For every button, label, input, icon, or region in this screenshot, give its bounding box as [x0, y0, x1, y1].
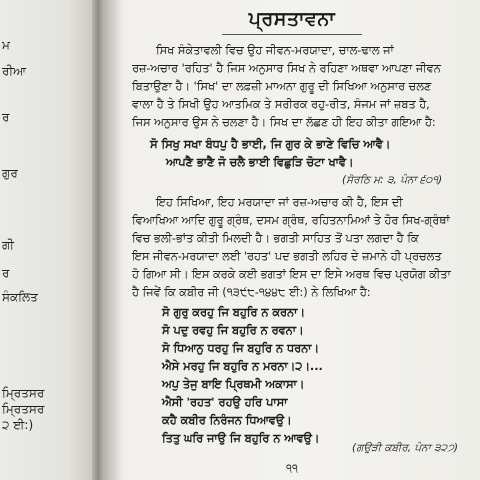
paragraph-line: ਵਿਆਖਿਆ ਆਦਿ ਗੁਰੂ ਗ੍ਰੰਥ, ਦਸਮ ਗ੍ਰੰਥ, ਰਹਿਤਨਾਮਿਆਂ ਤੇ ਹੋਰ ਸਿਖ-ਗ੍ਰੰਥਾਂ — [132, 214, 450, 227]
verse-line: ਤਿਤੁ ਘਰਿ ਜਾਉ ਜਿ ਬਹੁਰਿ ਨ ਆਵਉ। — [162, 432, 320, 445]
verse-line: ਸੋ ਧਿਆਨੁ ਧਰਹੁ ਜਿ ਬਹੁਰਿ ਨ ਧਰਨਾ। — [162, 342, 320, 355]
paragraph-line: ਰਜ਼-ਅਚਾਰ 'ਰਹਿਤ' ਹੈ ਜਿਸ ਅਨੁਸਾਰ ਸਿਖ ਨੇ ਰਹਿਣਾ ਅਥਵਾ ਆਪਣਾ ਜੀਵਨ — [132, 62, 441, 75]
left-page-line: ਮ — [2, 38, 10, 52]
page-number: ੧੧ — [286, 462, 298, 475]
left-page-line: ਰੀਆ — [2, 64, 27, 78]
paragraph-line: ਜਿਸ ਅਨੁਸਾਰ ਉਸ ਨੇ ਚਲਣਾ ਹੈ। ਸਿਖ ਦਾ ਲੱਛਣ ਹੀ ਇਹ ਕੀਤਾ ਗਇਆ ਹੈ: — [132, 116, 436, 129]
verse-line: ਸੋ ਸਿਖੁ ਸਖਾ ਬੰਧਪੁ ਹੈ ਭਾਈ, ਜਿ ਗੁਰ ਕੇ ਭਾਣੇ ਵਿਚਿ ਆਵੈ। — [150, 138, 391, 151]
verse-line: ਸੋ ਗੁਰੁ ਕਰਹੁ ਜਿ ਬਹੁਰਿ ਨ ਕਰਨਾ। — [162, 306, 305, 319]
paragraph-line: ਵਿਚ ਭਲੀ-ਭਾਂਤ ਕੀਤੀ ਮਿਲਦੀ ਹੈ। ਭਗਤੀ ਸਾਹਿਤ ਤੋਂ ਪਤਾ ਲਗਦਾ ਹੈ ਕਿ — [132, 232, 419, 245]
paragraph-line: ਹੋ ਗਿਆ ਸੀ। ਇਸ ਕਰਕੇ ਕਈ ਭਗਤਾਂ ਇਸ ਦਾ ਇਸੇ ਅਰਥ ਵਿਚ ਪ੍ਰਯੋਗ ਕੀਤਾ — [132, 268, 451, 281]
left-page-line: ਰ — [2, 110, 10, 124]
left-page-line: ਮ੍ਰਿਤਸਰ — [2, 402, 45, 416]
left-page-line: ਸੰਕਲਿਤ — [2, 290, 38, 304]
paragraph-line: ਹੈ ਜਿਵੇਂ ਕਿ ਕਬੀਰ ਜੀ (੧੩੯੮-੧੪੪੮ ਈ:) ਨੇ ਲਿਖਿਆ ਹੈ: — [132, 286, 371, 299]
paragraph-line: ਇਹ ਸਿਖਿਆ, ਇਹ ਮਰਯਾਦਾ ਜਾਂ ਰਜ਼-ਅਚਾਰ ਕੀ ਹੈ, ਇਸ ਦੀ — [156, 196, 403, 209]
verse-line: ਅਪੁ ਤੇਜੁ ਬਾਇ ਪ੍ਰਿਥਮੀ ਅਕਾਸਾ। — [162, 378, 305, 391]
title-underline — [222, 34, 362, 35]
citation: (ਸੋਰਠਿ ਮ: ੩, ਪੰਨਾ ੬੦੧) — [342, 174, 443, 186]
left-page-line: ਗੀ — [2, 238, 14, 252]
paragraph-line: ਵਾਲਾ ਹੈ ਤੇ ਸਿਖੀ ਉਹ ਆਤਮਿਕ ਤੇ ਸਰੀਰਕ ਰਹੁ-ਰੀਤ, ਸੰਜਮ ਜਾਂ ਜ਼ਬਤ ਹੈ, — [132, 98, 430, 111]
right-page — [104, 0, 480, 480]
left-page — [0, 0, 96, 480]
verse-line: ਕਹੈ ਕਬੀਰ ਨਿਰੰਜਨ ਧਿਆਵਉ। — [162, 414, 292, 427]
left-page-line: ਰ — [2, 266, 10, 280]
left-page-line: ਮ੍ਰਿਤਸਰ — [2, 386, 45, 400]
paragraph-line: ਬਿਤਾਉਣਾ ਹੈ। 'ਸਿਖ' ਦਾ ਲਫ਼ਜ਼ੀ ਮਾਅਨਾ ਗੁਰੂ ਦੀ ਸਿਖਿਆ ਅਨੁਸਾਰ ਚਲਣ — [132, 80, 432, 93]
verse-line: ਆਪਣੈ ਭਾਣੈ ਜੋ ਚਲੈ ਭਾਈ ਵਿਛੁੜਿ ਚੋਟਾ ਖਾਵੈ। — [166, 156, 354, 169]
citation: (ਗਉੜੀ ਕਬੀਰ, ਪੰਨਾ ੩੨੭) — [352, 442, 459, 454]
verse-line: ਸੋ ਪਦੁ ਰਵਹੁ ਜਿ ਬਹੁਰਿ ਨ ਰਵਨਾ। — [162, 324, 304, 337]
paragraph-line: ਇਸ ਜੀਵਨ-ਮਰਯਾਦਾ ਲਈ 'ਰਹਤ' ਪਦ ਭਗਤੀ ਲਹਿਰ ਦੇ ਜ਼ਮਾਨੇ ਹੀ ਪ੍ਰਚਲਤ — [132, 250, 442, 263]
verse-line: ਐਸੇ ਮਰਹੁ ਜਿ ਬਹੁਰਿ ਨ ਮਰਨਾ।੨।... — [162, 360, 323, 373]
left-page-line: ੨ ਈ:) — [2, 418, 34, 432]
paragraph-line: ਸਿਖ ਸੰਕੇਤਾਵਲੀ ਵਿਚ ਉਹ ਜੀਵਨ-ਮਰਯਾਦਾ, ਚਾਲ-ਢਾਲ ਜਾਂ — [156, 44, 394, 57]
page-title: ਪ੍ਰਸਤਾਵਨਾ — [248, 8, 336, 30]
verse-line: ਐਸੀ 'ਰਹਤ' ਰਹਉ ਹਰਿ ਪਾਸਾ — [162, 396, 288, 409]
left-page-line: ਗੁਰ — [2, 166, 18, 180]
